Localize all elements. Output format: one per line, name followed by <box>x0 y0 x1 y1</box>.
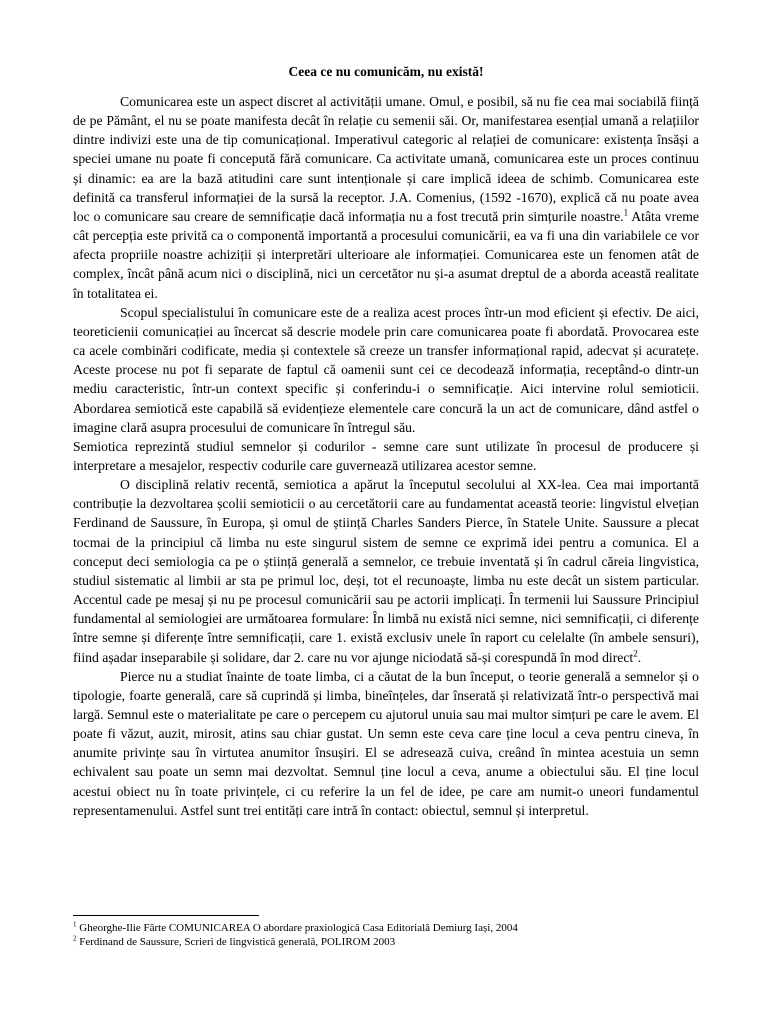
paragraph-saussure <box>73 475 699 667</box>
paragraph-text: Pierce nu a studiat înainte de toate limba, ci a căutat de la bun început, o teorie generală a semnelor și o tipologie, foarte generală, care să cuprindă și limba, bineînțeles, dar înserată și relativizată într-o perspectivă mai largă. Semnul este o materialitate pe care o percepem cu ajutorul unuia sau mai multor simțuri pe care le avem. El poate fi văzut, auzit, mirosit, atins sau chiar gustat. Un semn este ceva care ține locul a ceva pentru cineva, în anumite privințe sau în virtutea anumitor însușiri. El se adresează cuiva, creând în mintea acestuia un semn echivalent sau poate un semn mai dezvoltat. Semnul ține locul a ceva, anume a obiectului său. El ține locul acestui obiect nu în toate privințele, ci cu referire la un fel de idee, pe care am numit-o uneori fundamentul representamenului. Astfel sunt trei entități care intră în contact: obiectul, semnul și interpretul. <box>73 668 699 818</box>
footnote-text: Ferdinand de Saussure, Scrieri de lingvistică generală, POLIROM 2003 <box>76 936 396 948</box>
footnote-number: 2 <box>73 934 77 943</box>
footnote-2 <box>73 935 699 949</box>
footnote-text: Gheorghe-Ilie Fârte COMUNICAREA O abordare praxiologică Casa Editorială Demiurg Iași, 2004 <box>76 922 518 934</box>
paragraph-semiotics-definition <box>73 437 699 475</box>
footnote-ref-1: 1 <box>623 207 629 218</box>
paragraph-text: Comunicarea este un aspect discret al activității umane. Omul, e posibil, să nu fie cea mai sociabilă ființă de pe Pământ, el nu se poate manifesta decât în relație cu semenii săi. Or, manifestarea esențial umană a relațiilor dintre indivizi este una de tip comunicațional. Imperativul categoric al relației de comunicare: existența însăși a speciei umane nu poate fi concepută fără comunicare. Ca activitate umană, comunicarea este un proces continuu și dinamic: ea are la bază atitudini care sunt intenționale și care implică ideea de schimb. Comunicarea este definită ca transferul informației de la sursă la receptor. J.A. Comenius, (1592 -1670), explică că nu poate avea loc o comunicare sau creare de semnificație dacă informația nu a fost trecută prin simțurile noastre. <box>73 94 699 224</box>
footnote-ref-2: 2 <box>633 647 638 658</box>
footnote-1 <box>73 921 699 935</box>
footnote-separator <box>73 915 259 916</box>
document-title: Ceea ce nu comunicăm, nu există! <box>288 64 484 79</box>
paragraph-text: Semiotica reprezintă studiul semnelor și codurilor - semne care sunt utilizate în procesul de producere și interpretare a mesajelor, respectiv codurile care guvernează utilizarea acestor semne. <box>73 438 699 473</box>
paragraph-text: Scopul specialistului în comunicare este de a realiza acest proces într-un mod eficient și efectiv. De aici, teoreticienii comunicației au încercat să descrie modele prin care comunicarea poate fi abordată. Provocarea este ca acele combinări codificate, media și contextele să creeze un transfer informațional rapid, adecvat și acuratețe. Aceste procese nu pot fi separate de faptul că oamenii sunt cei ce decodează informația, receptând-o dintr-un mediu caracteristic, într-un context specific și conferindu-i o semnificație. Aici intervine rolul semioticii. Abordarea semiotică este capabilă să evidențieze elementele care concură la un act de comunicare, dând astfel o imagine clară asupra procesului de comunicare în întregul său. <box>73 304 699 435</box>
footnotes-section <box>73 915 699 949</box>
paragraph-communication <box>73 92 699 303</box>
paragraph-text: O disciplină relativ recentă, semiotica a apărut la începutul secolului al XX-lea. Cea mai importantă contribuție la dezvoltarea școlii semioticii o au cercetătorii care au fundamentat această teorie: lingvistul elvețian Ferdinand de Saussure, în Europa, și omul de știință Charles Sanders Pierce, în Statele Unite. Saussure a plecat tocmai de la principiul că limba nu este singurul sistem de semne ce exprimă idei pentru a comunica. El a conceput deci semiologia ca pe o știință generală a semnelor, ce trebuie inventată și în cadrul căreia lingvistica, studiul sistematic al limbii ar sta pe primul loc, deși, tot el recunoaște, limba nu este decât un sistem particular. Accentul cade pe mesaj și nu pe procesul comunicării sau pe actorii implicați. În termenii lui Saussure Principiul fundamental al semiologiei are următoarea formulare: În limbă nu există nici semne, nici semnificații, ci diferențe între semne și diferențe între semnificații, care 1. există exclusiv unele în raport cu celelalte (în ambele sensuri), fiind așadar inseparabile și solidare, dar 2. care nu vor ajunge niciodată să-și corespundă în mod direct <box>73 477 699 665</box>
footnote-number: 1 <box>73 920 77 929</box>
paragraph-pierce <box>73 667 699 820</box>
paragraph-specialist <box>73 303 699 437</box>
document-body <box>73 62 699 820</box>
paragraph-text-continued: Atâta vreme cât percepția este privită ca o componentă importantă a procesului comunicării, ea va fi una din variabilele ce vor afecta propriile noastre achiziții și interpretări ulterioare ale informației. Comunicarea este un fenomen atât de complex, încât până acum nici o disciplină, nici un cercetător nu și-a asumat dreptul de a aborda această realitate în totalitatea ei. <box>73 208 699 301</box>
paragraph-text-continued: . <box>637 649 642 665</box>
